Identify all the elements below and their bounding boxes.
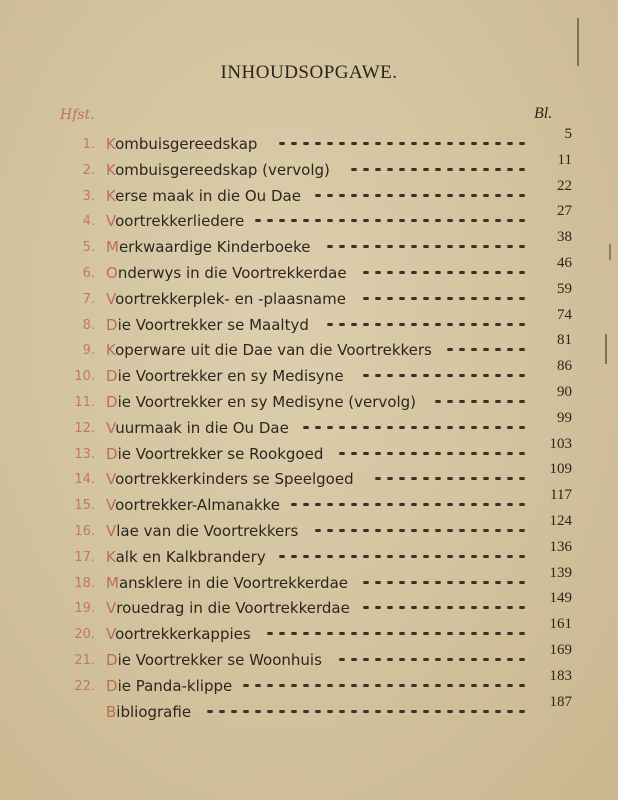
chapter-title-text: oortrekkerkinders se Speelgoed — [115, 470, 354, 489]
chapter-number: 6. — [82, 266, 95, 281]
chapter-number: 14. — [74, 472, 95, 488]
dot-leader — [276, 142, 528, 145]
dot-leader — [312, 194, 528, 197]
chapter-title-initial: K — [106, 135, 116, 153]
page-number: 169 — [549, 642, 572, 658]
page-number: 27 — [557, 203, 572, 220]
chapter-title-initial: V — [106, 625, 116, 644]
chapter-title-text: oortrekkerliedere — [115, 212, 245, 231]
chapter-title-initial: V — [106, 599, 117, 618]
chapter-title-initial: V — [106, 496, 116, 515]
chapter-column-header: Hfst. — [60, 107, 95, 123]
page-number: 161 — [549, 616, 572, 633]
chapter-title-initial: V — [106, 522, 117, 540]
chapter-title — [106, 548, 266, 566]
chapter-title — [106, 522, 298, 540]
chapter-number: 9. — [82, 343, 95, 359]
chapter-title-initial: V — [106, 212, 116, 231]
dot-leader — [324, 323, 528, 326]
chapter-title-initial: D — [106, 393, 118, 411]
dot-leader — [204, 710, 528, 713]
chapter-title-initial: D — [106, 651, 118, 669]
chapter-title-text: ie Voortrekker se Rookgoed — [117, 444, 324, 463]
chapter-title-text: operware uit die Dae van die Voortrekkers — [115, 341, 432, 360]
chapter-title-text: ie Voortrekker se Woonhuis — [117, 651, 322, 669]
chapter-title-text: ombuisgereedskap — [115, 135, 258, 153]
page-number: 38 — [557, 229, 572, 246]
dot-leader — [324, 245, 528, 248]
chapter-title-text: ie Voortrekker se Maaltyd — [117, 315, 309, 334]
chapter-number: 11. — [74, 395, 95, 410]
dot-leader — [360, 271, 528, 274]
chapter-number: 13. — [74, 446, 95, 462]
chapter-title — [106, 496, 280, 514]
chapter-title-text: ie Panda-klippe — [117, 676, 233, 695]
dot-leader — [336, 452, 528, 455]
dot-leader — [360, 374, 528, 377]
chapter-title-initial: K — [106, 547, 116, 566]
dot-leader — [264, 632, 528, 635]
chapter-title — [106, 625, 251, 643]
chapter-title — [106, 290, 346, 308]
dot-leader — [312, 529, 528, 532]
chapter-title — [106, 135, 257, 153]
margin-mark-top — [577, 18, 579, 66]
chapter-title-text: oortrekker-Almanakke — [115, 496, 280, 515]
chapter-number: 4. — [82, 214, 95, 230]
page-number: 90 — [557, 384, 572, 400]
chapter-title-text: rouedrag in die Voortrekkerdae — [116, 599, 350, 618]
dot-leader — [288, 503, 528, 506]
chapter-title — [106, 599, 350, 617]
chapter-title-initial: K — [106, 186, 116, 205]
page-number: 46 — [557, 255, 572, 271]
chapter-number: 21. — [74, 653, 95, 668]
chapter-title — [106, 703, 191, 721]
chapter-number: 5. — [82, 240, 95, 256]
chapter-number: 17. — [74, 549, 95, 565]
page-number: 11 — [557, 151, 572, 168]
chapter-number: 19. — [74, 601, 95, 617]
margin-mark-middle — [609, 244, 611, 260]
chapter-title-text: nderwys in die Voortrekkerdae — [117, 264, 347, 282]
chapter-title-initial: M — [106, 573, 119, 592]
chapter-title-text: alk en Kalkbrandery — [115, 547, 266, 566]
chapter-title — [106, 574, 348, 592]
page-number: 139 — [549, 564, 572, 581]
chapter-number: 2. — [82, 162, 95, 178]
chapter-title — [106, 445, 323, 463]
page-number: 183 — [549, 667, 572, 684]
dot-leader — [360, 581, 528, 584]
chapter-title — [106, 316, 309, 334]
dot-leader — [240, 684, 528, 687]
chapter-number: 18. — [74, 575, 95, 591]
toc-entry — [0, 693, 618, 725]
chapter-number: 1. — [82, 137, 95, 152]
page-number: 109 — [549, 461, 572, 478]
chapter-number: 7. — [82, 291, 95, 307]
page-number: 124 — [549, 513, 572, 529]
dot-leader — [372, 477, 528, 480]
dot-leader — [432, 400, 528, 403]
chapter-number: 22. — [74, 678, 95, 694]
chapter-title — [106, 393, 416, 411]
chapter-number: 16. — [74, 524, 95, 539]
chapter-number: 3. — [82, 188, 95, 204]
chapter-title — [106, 264, 347, 282]
chapter-number: 12. — [74, 420, 95, 436]
page-number: 99 — [557, 409, 572, 426]
page-number: 136 — [549, 538, 572, 555]
chapter-number: 20. — [74, 627, 95, 643]
chapter-title — [106, 677, 232, 695]
chapter-number: 10. — [74, 369, 95, 385]
chapter-title-initial: V — [106, 418, 116, 437]
chapter-title — [106, 341, 432, 359]
page-number: 149 — [549, 590, 572, 607]
chapter-title-text: ombuisgereedskap (vervolg) — [115, 160, 330, 179]
chapter-title-text: ie Voortrekker en sy Medisyne (vervolg) — [117, 393, 417, 411]
chapter-title — [106, 187, 301, 205]
chapter-title-initial: O — [106, 264, 118, 282]
page-number: 5 — [564, 126, 572, 142]
chapter-title-text: uurmaak in die Ou Dae — [115, 418, 289, 437]
chapter-title-initial: V — [106, 470, 116, 489]
chapter-title-initial: B — [106, 702, 117, 721]
chapter-title-text: erkwaardige Kinderboeke — [118, 238, 311, 257]
chapter-title-initial: D — [106, 444, 118, 463]
chapter-title — [106, 419, 289, 437]
dot-leader — [300, 426, 528, 429]
chapter-title-initial: M — [106, 238, 119, 257]
margin-mark-lower — [605, 334, 607, 364]
chapter-title — [106, 367, 344, 385]
chapter-title-initial: D — [106, 315, 118, 334]
chapter-title-initial: V — [106, 289, 116, 308]
dot-leader — [348, 168, 528, 171]
chapter-title — [106, 651, 322, 669]
dot-leader — [336, 658, 528, 661]
dot-leader — [276, 555, 528, 558]
page-number: 86 — [557, 358, 572, 375]
chapter-number: 8. — [82, 317, 95, 333]
chapter-title — [106, 212, 244, 230]
chapter-title-text: lae van die Voortrekkers — [116, 522, 299, 540]
page-number: 74 — [557, 306, 572, 323]
page-number: 81 — [557, 332, 572, 349]
page-number: 103 — [549, 435, 572, 452]
chapter-title-text: ansklere in die Voortrekkerdae — [118, 573, 348, 592]
page-number: 59 — [557, 280, 572, 297]
page-column-header: Bl. — [534, 105, 553, 122]
chapter-title-text: oortrekkerkappies — [115, 625, 251, 644]
dot-leader — [444, 348, 528, 351]
chapter-title-text: oortrekkerplek- en -plaasname — [115, 289, 346, 308]
chapter-number: 15. — [74, 498, 95, 514]
page-number: 187 — [549, 693, 572, 710]
dot-leader — [360, 297, 528, 300]
page-title: INHOUDSOPGAWE. — [220, 62, 398, 83]
chapter-title — [106, 238, 311, 256]
chapter-title-text: ibliografie — [116, 702, 192, 721]
page-number: 117 — [550, 487, 572, 504]
chapter-title-initial: K — [106, 160, 116, 179]
chapter-title-text: erse maak in die Ou Dae — [115, 186, 301, 205]
chapter-title-initial: D — [106, 367, 118, 386]
chapter-title — [106, 470, 354, 488]
chapter-title — [106, 161, 330, 179]
chapter-title-initial: K — [106, 341, 116, 360]
chapter-title-initial: D — [106, 676, 118, 695]
dot-leader — [252, 219, 528, 222]
chapter-title-text: ie Voortrekker en sy Medisyne — [117, 367, 344, 386]
page-number: 22 — [557, 177, 572, 194]
dot-leader — [360, 606, 528, 609]
